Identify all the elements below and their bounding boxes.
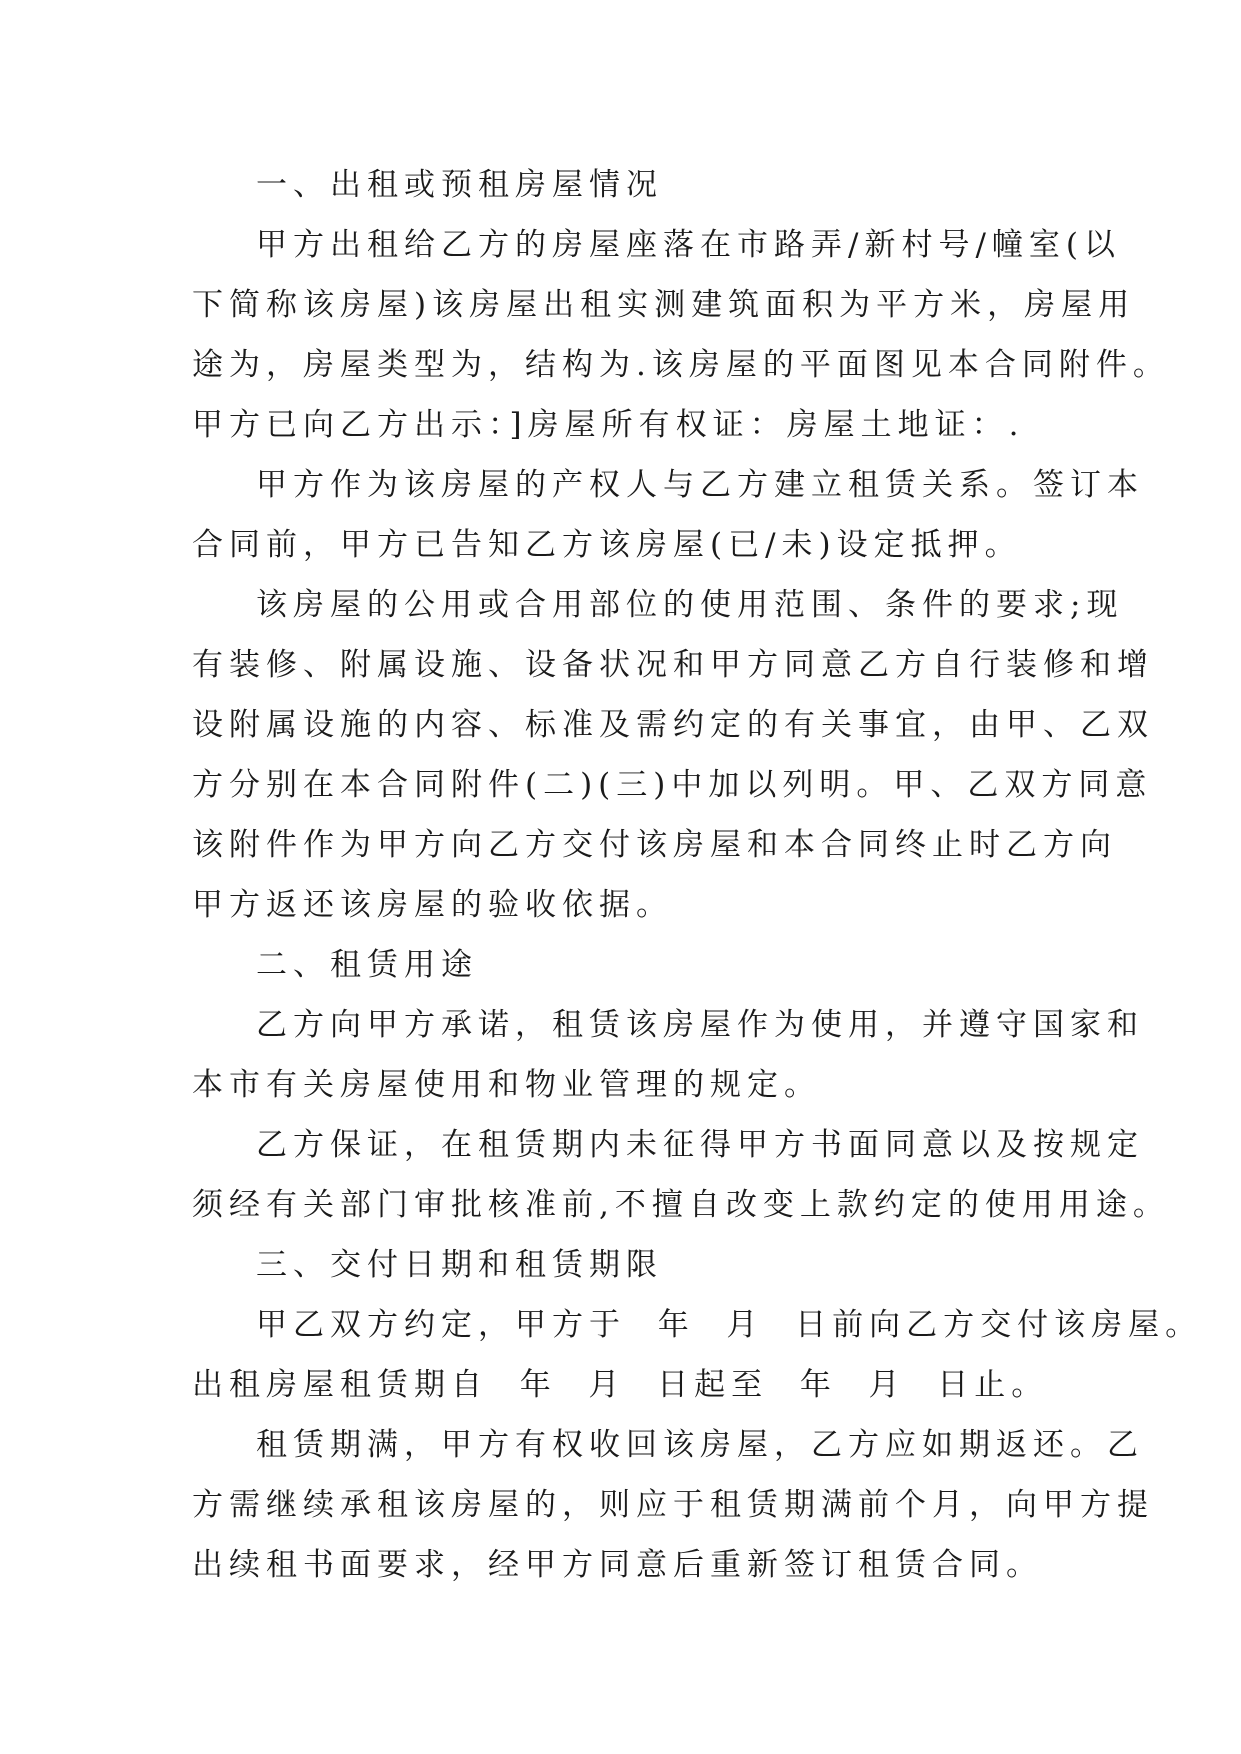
section-heading-1: 一、出租或预租房屋情况 [256,167,663,203]
paragraph-line: 方分别在本合同附件(二)(三)中加以列明。甲、乙双方同意 [192,767,1153,803]
paragraph-line: 甲方返还该房屋的验收依据。 [192,887,673,923]
paragraph-line: 出续租书面要求，经甲方同意后重新签订租赁合同。 [192,1547,1043,1583]
paragraph-line: 有装修、附属设施、设备状况和甲方同意乙方自行装修和增 [192,647,1154,683]
paragraph-line: 须经有关部门审批核准前,不擅自改变上款约定的使用用途。 [192,1187,1170,1223]
paragraph-line: 设附属设施的内容、标准及需约定的有关事宜，由甲、乙双 [192,707,1154,743]
paragraph-line: 本市有关房屋使用和物业管理的规定。 [192,1067,821,1103]
paragraph-line: 租赁期满，甲方有权收回该房屋，乙方应如期返还。乙 [256,1427,1144,1463]
paragraph-line: 乙方保证，在租赁期内未征得甲方书面同意以及按规定 [256,1127,1144,1163]
paragraph-line: 甲方出租给乙方的房屋座落在市路弄/新村号/幢室(以 [256,227,1121,263]
paragraph-line: 乙方向甲方承诺，租赁该房屋作为使用，并遵守国家和 [256,1007,1144,1043]
paragraph-line: 甲乙双方约定，甲方于 年 月 日前向乙方交付该房屋。 [256,1307,1203,1343]
paragraph-line: 甲方已向乙方出示：]房屋所有权证：房屋土地证：. [192,407,1025,443]
paragraph-line: 出租房屋租赁期自 年 月 日起至 年 月 日止。 [192,1367,1049,1403]
paragraph-line: 该房屋的公用或合用部位的使用范围、条件的要求;现 [256,587,1124,623]
paragraph-line: 该附件作为甲方向乙方交付该房屋和本合同终止时乙方向 [192,827,1117,863]
section-heading-3: 三、交付日期和租赁期限 [256,1247,663,1283]
section-heading-2: 二、租赁用途 [256,947,478,983]
paragraph-line: 合同前，甲方已告知乙方该房屋(已/未)设定抵押。 [192,527,1022,563]
paragraph-line: 方需继续承租该房屋的，则应于租赁期满前个月，向甲方提 [192,1487,1154,1523]
paragraph-line: 甲方作为该房屋的产权人与乙方建立租赁关系。签订本 [256,467,1144,503]
paragraph-line: 途为，房屋类型为，结构为.该房屋的平面图见本合同附件。 [192,347,1170,383]
paragraph-line: 下简称该房屋)该房屋出租实测建筑面积为平方米，房屋用 [192,287,1136,323]
